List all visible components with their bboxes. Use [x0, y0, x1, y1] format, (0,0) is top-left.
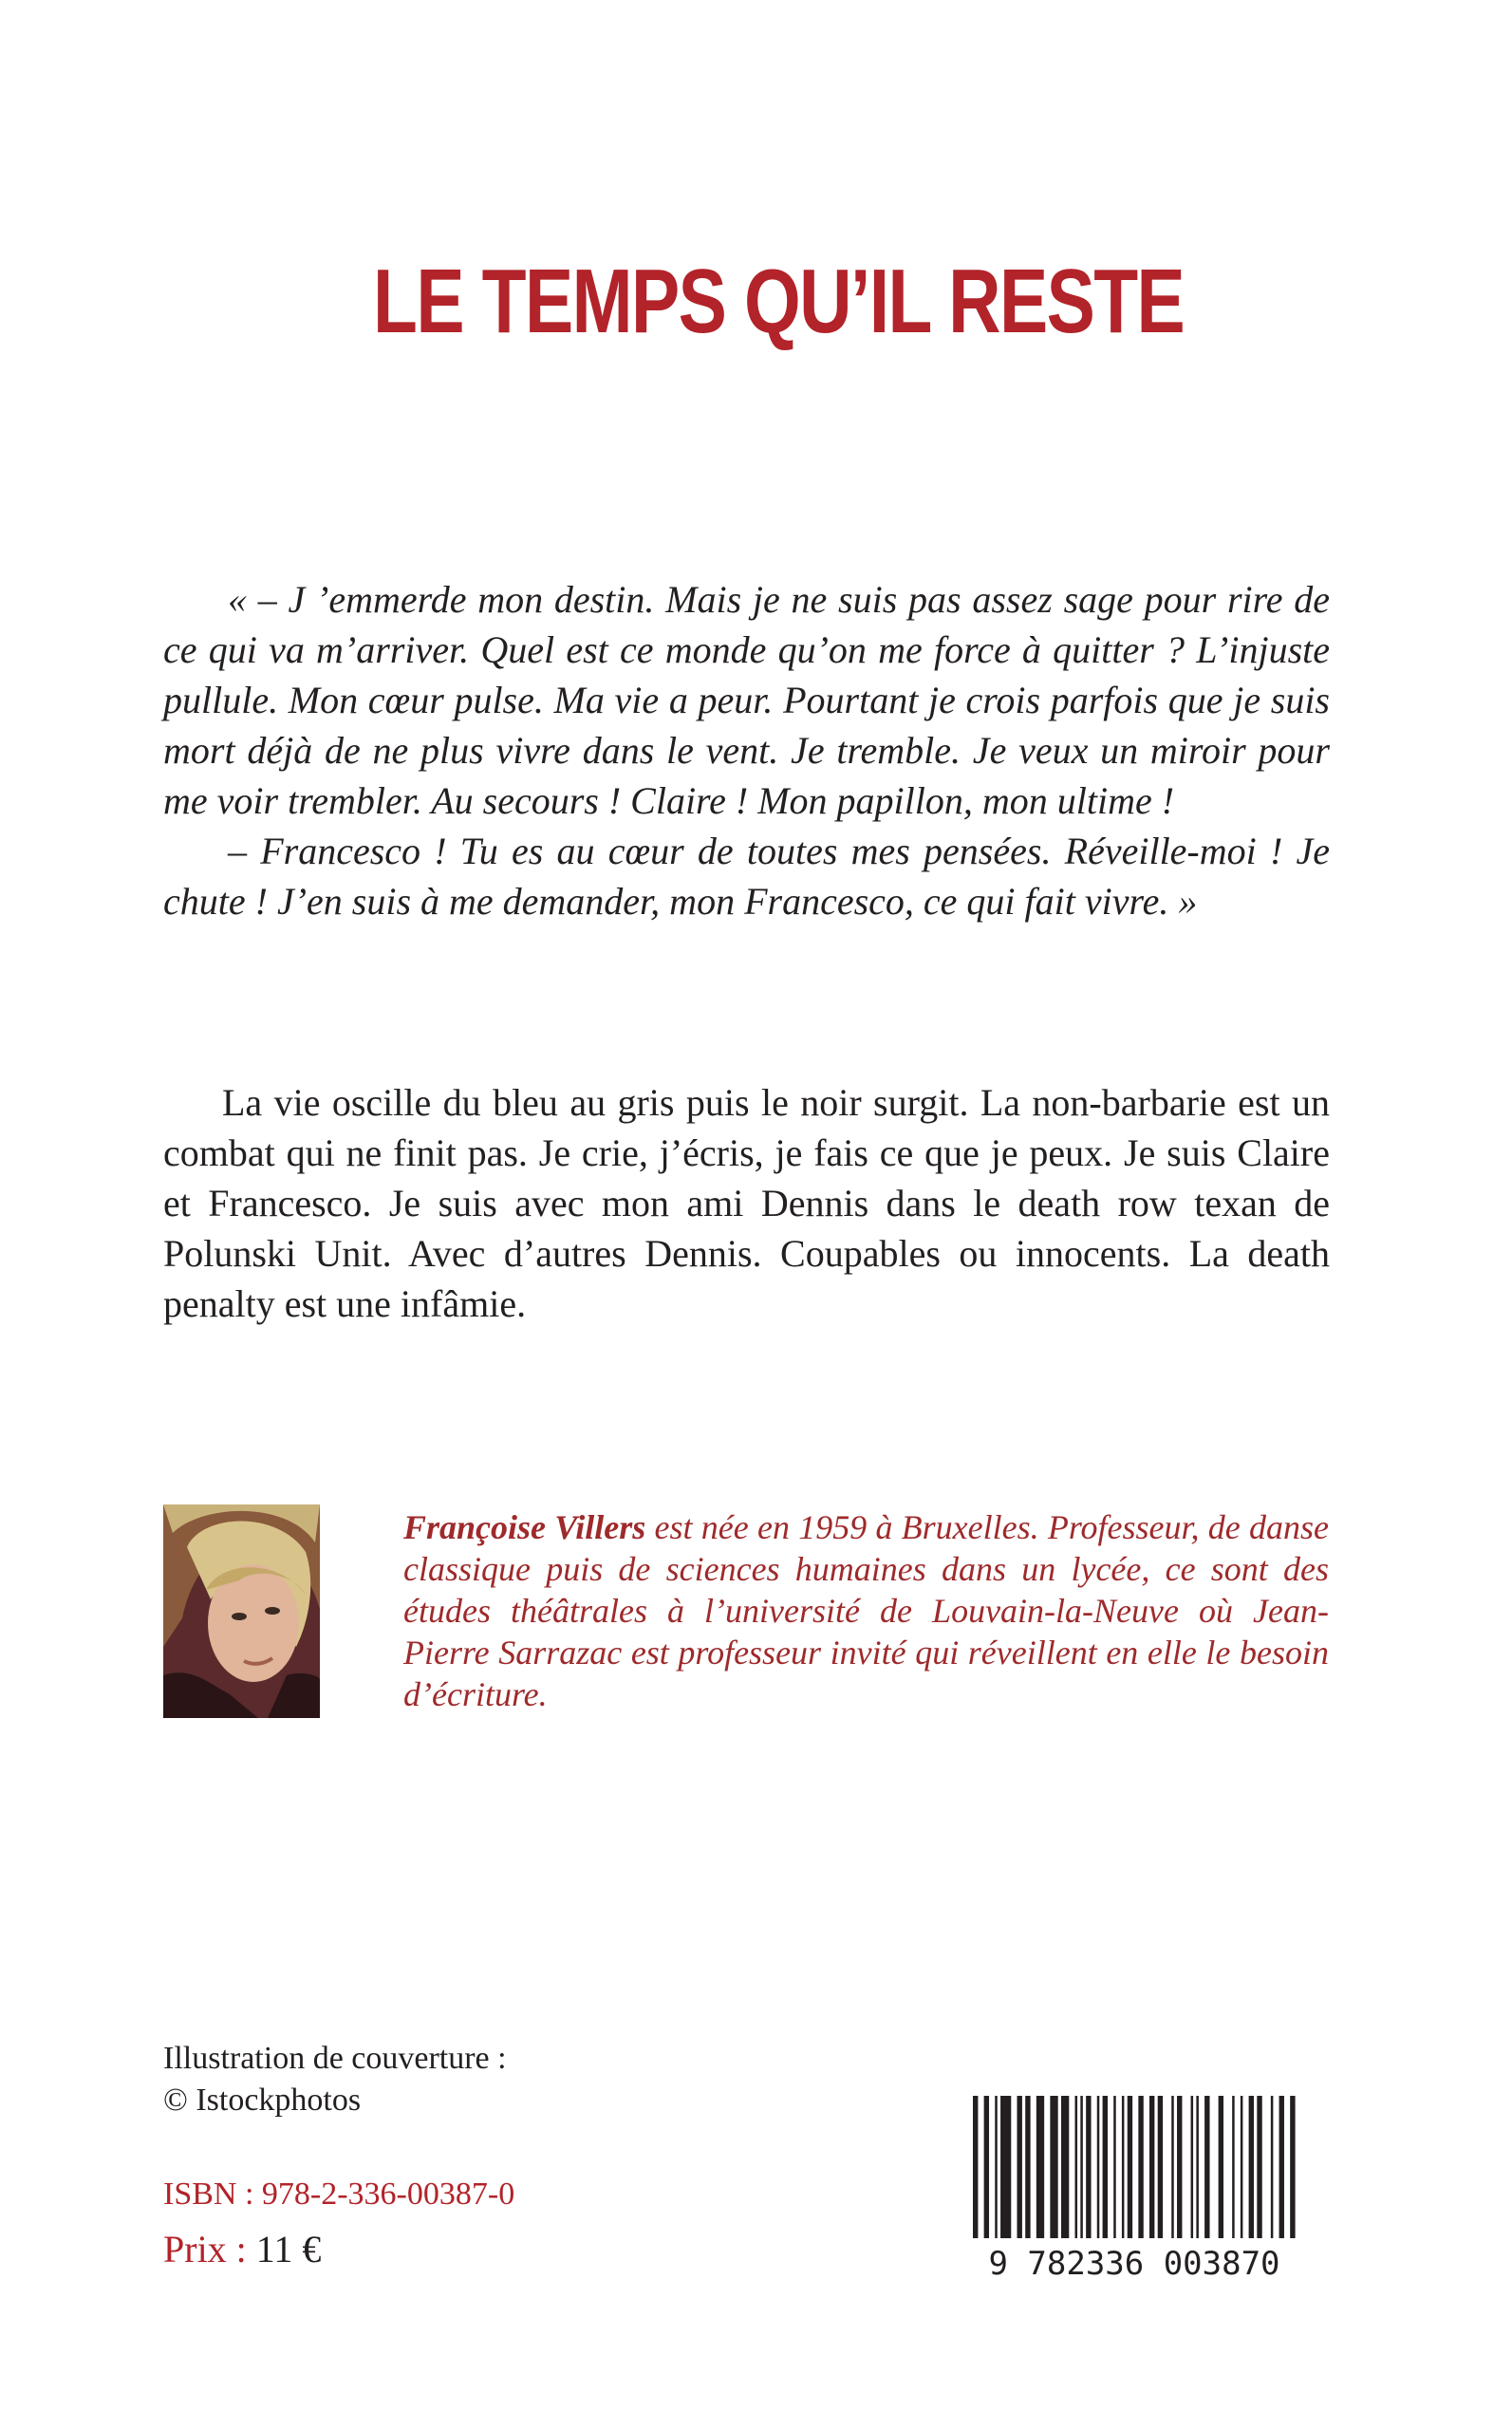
quote-paragraph-2: – Francesco ! Tu es au cœur de toutes mes pensées. Réveille-moi ! Je chute ! J’en suis à me demander, mon Francesco, ce qui fait vivre. »: [163, 830, 1330, 923]
quote-paragraph-1: « – J ’emmerde mon destin. Mais je ne suis pas assez sage pour rire de ce qui va m’arriver. Quel est ce monde qu’on me force à quitter ? L’injuste pullule. Mon cœur pulse. Ma vie a peur. Pourtant je crois parfois que je suis mort déjà de ne plus vivre dans le vent. Je tremble. Je veux un miroir pour me voir trembler. Au secours ! Claire ! Mon papillon, mon ultime !: [163, 578, 1330, 822]
summary-paragraph: La vie oscille du bleu au gris puis le noir surgit. La non-barbarie est un combat qui ne finit pas. Je crie, j’écris, je fais ce que je peux. Je suis Claire et Francesco. Je suis avec mon ami Dennis dans le death row texan de Polunski Unit. Avec d’autres Dennis. Coupables ou innocents. La death penalty est une infâmie.: [163, 1081, 1330, 1325]
author-bio-text: est née en 1959 à Bruxelles. Professeur, de danse classique puis de sciences humaines dans un lycée, ce sont des études théâtrales à l’université de Louvain-la-Neuve où Jean-Pierre Sarrazac est professeur invité qui réveillent en elle le besoin d’écriture.: [403, 1508, 1329, 1713]
barcode-bar: [1219, 2096, 1223, 2238]
barcode-bar: [1271, 2096, 1274, 2238]
barcode-bar: [1138, 2096, 1143, 2238]
author-bio: [403, 1506, 1329, 1715]
book-summary: [163, 1077, 1330, 1329]
barcode-bar: [1249, 2096, 1254, 2238]
barcode-bar: [1113, 2096, 1116, 2238]
barcode-bar: [1017, 2096, 1022, 2238]
isbn: ISBN : 978-2-336-00387-0: [163, 2176, 515, 2212]
barcode-bar: [973, 2096, 978, 2238]
barcode-bar: [1086, 2096, 1091, 2238]
barcode-bar: [1149, 2096, 1154, 2238]
price-value: 11 €: [255, 2228, 322, 2270]
barcode-bar: [1061, 2096, 1069, 2238]
barcode-bar: [1204, 2096, 1209, 2238]
barcode-bar: [1257, 2096, 1261, 2238]
author-portrait: [163, 1504, 320, 1718]
barcode-bar: [1128, 2096, 1132, 2238]
price-label: Prix :: [163, 2228, 256, 2270]
barcode-bar: [1080, 2096, 1083, 2238]
excerpt-quote: [163, 574, 1330, 926]
barcode-bar: [1279, 2096, 1284, 2238]
barcode-bar: [1000, 2096, 1011, 2238]
barcode-bar: [1025, 2096, 1030, 2238]
barcode-bars: [973, 2096, 1296, 2238]
barcode-bar: [1171, 2096, 1174, 2238]
barcode-bar: [1191, 2096, 1194, 2238]
price: [163, 2226, 321, 2273]
barcode-bar: [984, 2096, 989, 2238]
barcode-bar: [1241, 2096, 1243, 2238]
cover-credit: [163, 2038, 507, 2121]
book-title: LE TEMPS QU’IL RESTE: [373, 251, 1185, 352]
credit-line-1: Illustration de couverture :: [163, 2041, 507, 2076]
barcode-graphic: [959, 2088, 1310, 2278]
barcode-bar: [1158, 2096, 1163, 2238]
barcode-bar: [1177, 2096, 1182, 2238]
barcode-bar: [1232, 2096, 1235, 2238]
barcode-digits: 9 782336 003870: [988, 2245, 1280, 2278]
barcode-bar: [1103, 2096, 1108, 2238]
barcode-bar: [1122, 2096, 1125, 2238]
barcode-bar: [1075, 2096, 1078, 2238]
barcode-bar: [1050, 2096, 1057, 2238]
barcode-bar: [1196, 2096, 1199, 2238]
barcode: [959, 2088, 1310, 2278]
barcode-bar: [995, 2096, 998, 2238]
credit-line-2: © Istockphotos: [163, 2083, 362, 2118]
barcode-bar: [1097, 2096, 1100, 2238]
barcode-bar: [1290, 2096, 1295, 2238]
author-name: Françoise Villers: [403, 1508, 646, 1546]
barcode-bar: [1036, 2096, 1044, 2238]
